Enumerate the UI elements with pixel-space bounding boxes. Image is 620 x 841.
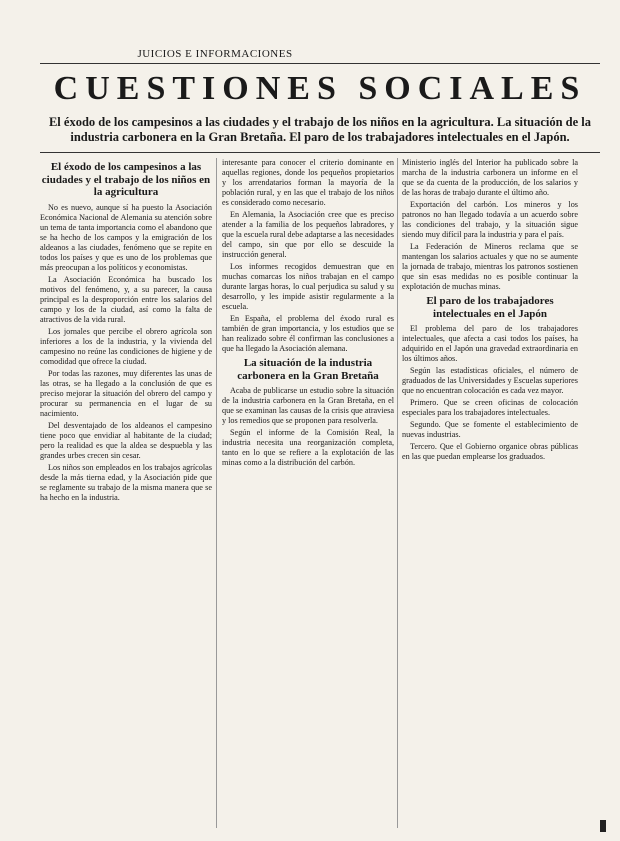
article-heading-carbon: La situación de la industria carbonera en la Gran Bretaña	[237, 357, 379, 382]
print-mark	[600, 820, 606, 832]
article-paragraph: Por todas las razones, muy diferentes las unas de las otras, se ha llegado a la conclusión de que es preciso mejorar la situación del obrero del campo y procurar su permanencia en el lugar de su nacimiento.	[40, 368, 212, 418]
article-paragraph: Los jornales que percibe el obrero agrícola son inferiores a los de la industria, y la vivienda del campesino no reúne las condiciones de higiene y de comodidad que ofrece la ciudad.	[40, 326, 212, 366]
page-title: CUESTIONES SOCIALES	[53, 70, 587, 107]
article-paragraph: Tercero. Que el Gobierno organice obras públicas en las que puedan emplearse los graduados.	[402, 442, 578, 461]
article-paragraph: Exportación del carbón. Los mineros y los patronos no han llegado todavía a un acuerdo sobre las condiciones del trabajo, y la situación sigue siendo muy difícil para la industria y para el país.	[402, 200, 578, 239]
article-paragraph: La Asociación Económica ha buscado los motivos del fenómeno, y, a su parecer, la causa principal es la desproporción entre los salarios del campo y los de la ciudad, así como la falta de atractivos de la vida rural.	[40, 274, 212, 324]
article-paragraph: Primero. Que se creen oficinas de colocación especiales para los trabajadores intelectuales.	[402, 398, 578, 417]
section-tag: JUICIOS E INFORMACIONES	[137, 48, 293, 60]
column-2	[222, 158, 394, 828]
article-paragraph: Los niños son empleados en los trabajos agrícolas desde la más tierna edad, y la Asociación pide que se reglamente su trabajo de la misma manera que se ha hecho en la industria.	[40, 462, 212, 502]
title-rule	[40, 152, 600, 153]
article-paragraph: No es nuevo, aunque sí ha puesto la Asociación Económica Nacional de Alemania su atención sobre un tema de tanta importancia como el abandono que se ha hecho de los campos y la emigración de los aldeanos a las ciudades, fenómeno que se repite en todos los países y que es uno de los problemas que más preocupan a los políticos y economistas.	[40, 202, 212, 272]
article-paragraph: Segundo. Que se fomente el establecimiento de nuevas industrias.	[402, 420, 578, 439]
article-paragraph: Según el informe de la Comisión Real, la industria necesita una reorganización completa, tanto en lo que se refiere a la explotación de las minas como a la distribución del carbón.	[222, 428, 394, 467]
article-heading-exodo: El éxodo de los campesinos a las ciudades y el trabajo de los niños en la agricultura	[41, 161, 211, 198]
article-paragraph: Según las estadísticas oficiales, el número de graduados de las Universidades y Escuelas superiores que no encuentran colocación es cada vez mayor.	[402, 366, 578, 395]
article-paragraph: El problema del paro de los trabajadores intelectuales, que afecta a casi todos los países, ha adquirido en el Japón una gravedad extraordinaria en los últimos años.	[402, 324, 578, 363]
article-paragraph: La Federación de Mineros reclama que se mantengan los salarios actuales y que no se aumente la jornada de trabajo, mientras los patronos sostienen que sin esas medidas no es posible continuar la explotación de muchas minas.	[402, 242, 578, 291]
article-heading-japon: El paro de los trabajadores intelectuales en el Japón	[426, 295, 554, 320]
article-paragraph: En España, el problema del éxodo rural es también de gran importancia, y los estudios que se han realizado sobre él confirman las conclusiones a que ha llegado la Asociación alemana.	[222, 314, 394, 353]
column-1	[40, 158, 212, 828]
article-paragraph: Ministerio inglés del Interior ha publicado sobre la marcha de la industria carbonera un informe en el que se da cuenta de la producción, de los salarios y de las horas de trabajo durante el último año.	[402, 158, 578, 197]
article-paragraph: Los informes recogidos demuestran que en muchas comarcas los niños trabajan en el campo durante largas horas, lo cual perjudica su salud y su desarrollo, y les impide asistir regularmente a la escuela.	[222, 262, 394, 311]
page-subtitle: El éxodo de los campesinos a las ciudades y el trabajo de los niños en la agricultura. La situación de la industria carbonera en la Gran Bretaña. El paro de los trabajadores intelectuales en el Japón.	[48, 115, 592, 144]
column-3	[402, 158, 578, 828]
article-paragraph: interesante para conocer el criterio dominante en aquellas regiones, donde los pequeños propietarios y los arrendatarios forman la mayoría de la población rural, y en las que el trabajo de los niños es considerado como necesario.	[222, 158, 394, 207]
column-divider	[216, 158, 217, 828]
column-divider	[397, 158, 398, 828]
article-paragraph: En Alemania, la Asociación cree que es preciso atender a la familia de los pequeños labradores, y que la escuela rural debe adaptarse a las necesidades del campo, sin que por ello se descuide la instrucción general.	[222, 210, 394, 259]
article-paragraph: Del desventajado de los aldeanos el campesino tiene poco que envidiar al habitante de la ciudad; pero la realidad es que la aldea se despuebla y las grandes urbes crecen sin cesar.	[40, 420, 212, 460]
article-paragraph: Acaba de publicarse un estudio sobre la situación de la industria carbonera en la Gran Bretaña, en el que se examinan las causas de la crisis que atraviesa y los remedios que se proponen para resolverla.	[222, 386, 394, 425]
top-rule	[40, 63, 600, 64]
